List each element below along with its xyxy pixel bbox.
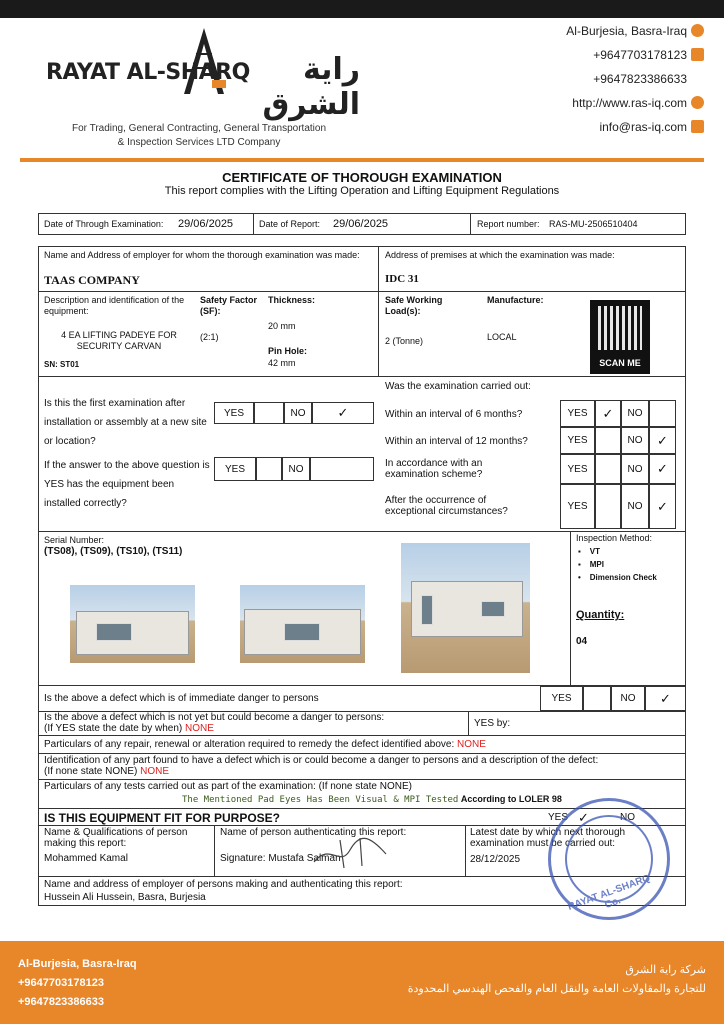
sf-label: Safety Factor (SF): xyxy=(200,295,258,316)
installed-yes: YES xyxy=(214,457,256,481)
footer-contact xyxy=(18,955,137,1012)
phone-1-text: +9647703178123 xyxy=(593,48,687,62)
defect-immediate-q: Is the above a defect which is of immediate danger to persons xyxy=(44,693,319,704)
thickness-label: Thickness: xyxy=(268,295,316,305)
premises-label: Address of premises at which the examination was made: xyxy=(385,250,615,260)
contact-email[interactable] xyxy=(504,118,704,142)
footer-phone-1: +9647703178123 xyxy=(18,977,104,989)
footer-arabic xyxy=(408,961,706,999)
h-divider-7 xyxy=(38,753,686,754)
contact-phone-2 xyxy=(504,70,704,94)
int6-no: NO xyxy=(621,400,649,427)
next-date: 28/12/2025 xyxy=(470,854,521,865)
exceptional-no-check: ✓ xyxy=(649,484,676,529)
q-first-exam: Is this the first examination after installation or assembly at a new site or location? xyxy=(44,398,207,447)
immediate-yes-box xyxy=(583,686,611,711)
method-item: ▪ VT xyxy=(578,547,600,556)
caravan-photo xyxy=(401,543,530,673)
part-note: (If none state NONE) xyxy=(44,766,138,777)
immediate-no: NO xyxy=(611,686,645,711)
header-contact xyxy=(504,22,704,142)
method-mpi: MPI xyxy=(589,560,604,569)
scheme-no-check: ✓ xyxy=(649,454,676,484)
tagline-line-2: & Inspection Services LTD Company xyxy=(117,137,281,148)
premises-value: IDC 31 xyxy=(385,273,419,285)
installed-no-box xyxy=(310,457,374,481)
sf-value: (2:1) xyxy=(200,332,219,342)
photo-1-cabin xyxy=(76,611,189,655)
website-link[interactable]: http://www.ras-iq.com xyxy=(572,96,687,110)
fit-yes: YES xyxy=(548,812,569,823)
contact-website[interactable] xyxy=(504,94,704,118)
photo-2-window xyxy=(284,623,320,641)
h-divider-3 xyxy=(38,531,686,532)
first-exam-yes: YES xyxy=(214,402,254,424)
inspection-methods xyxy=(578,545,657,584)
examiner-label: Name & Qualifications of person making this report: xyxy=(44,827,188,849)
report-number-label: Report number: xyxy=(477,219,540,229)
defect-part-q xyxy=(44,755,684,777)
first-exam-yes-box xyxy=(254,402,284,424)
serial-value: (TS08), (TS09), (TS10), (TS11) xyxy=(44,546,183,557)
int12-no-check: ✓ xyxy=(649,427,676,454)
employer-label: Name and Address of employer for whom the thorough examination was made: xyxy=(44,250,360,260)
signature-scribble xyxy=(310,832,390,872)
location-pin-icon xyxy=(691,24,704,37)
fit-yes-check: ✓ xyxy=(578,810,589,825)
authenticator-name: Mustafa Salman xyxy=(268,853,341,864)
employer-persons-value: Hussein Ali Hussein, Basra, Burjesia xyxy=(44,892,206,903)
manufacture-label: Manufacture: xyxy=(487,295,544,305)
exceptional-yes-box xyxy=(595,484,621,529)
swl-label: Safe Working Load(s): xyxy=(385,295,443,316)
certificate-title: CERTIFICATE OF THOROUGH EXAMINATION xyxy=(222,170,502,185)
int6-yes-check: ✓ xyxy=(595,400,621,427)
examiner-name: Mohammed Kamal xyxy=(44,853,128,864)
tagline-line-1: For Trading, General Contracting, General Transportation xyxy=(71,123,327,134)
swl-value: 2 (Tonne) xyxy=(385,336,424,346)
phone-icon xyxy=(691,48,704,61)
q-interval-12: Within an interval of 12 months? xyxy=(385,436,528,447)
footer xyxy=(0,941,724,1024)
photo-3-window xyxy=(481,601,505,617)
manufacture-value: LOCAL xyxy=(487,332,517,342)
immediate-yes: YES xyxy=(540,686,583,711)
employer-value: TAAS COMPANY xyxy=(44,273,140,287)
part-found-text: Identification of any part found to have a defect which is or could become a danger to persons and a description of the defect: xyxy=(44,755,599,766)
int12-no: NO xyxy=(621,427,649,454)
contact-address xyxy=(504,22,704,46)
q-carried-out: Was the examination carried out: xyxy=(385,381,531,392)
part-none: NONE xyxy=(140,766,170,777)
defect-future-q xyxy=(44,712,464,734)
inspection-label: Inspection Method: xyxy=(576,533,653,543)
pinhole-label: Pin Hole: xyxy=(268,346,308,356)
h-divider-6 xyxy=(38,735,686,736)
fit-question: IS THIS EQUIPMENT FIT FOR PURPOSE? xyxy=(44,811,281,825)
scheme-no: NO xyxy=(621,454,649,484)
first-exam-no-check: ✓ xyxy=(312,402,374,424)
report-number: RAS-MU-2506510404 xyxy=(549,219,638,229)
top-bar xyxy=(0,0,724,18)
next-date-label: Latest date by which next thorough examination must be carried out: xyxy=(470,827,626,849)
defect-future-text: Is the above a defect which is not yet but could become a danger to persons: xyxy=(44,712,385,723)
exam-date: 29/06/2025 xyxy=(178,218,234,230)
defect-future-note-line xyxy=(44,723,464,734)
repairs-text: Particulars of any repair, renewal or alteration required to remedy the defect identified above: xyxy=(44,739,455,750)
method-item: • Dimension Check xyxy=(578,573,657,582)
v-divider-inspection xyxy=(570,531,571,685)
padeye-photo-1 xyxy=(70,585,195,663)
installed-no: NO xyxy=(282,457,310,481)
h-divider-8 xyxy=(38,779,686,780)
v-divider-top xyxy=(378,246,379,376)
defect-future-note: (If YES state the date by when) xyxy=(44,723,183,734)
footer-address: Al-Burjesia, Basra-Iraq xyxy=(18,958,137,970)
defect-repairs-q xyxy=(44,739,486,751)
scheme-yes: YES xyxy=(560,454,595,484)
v-divider-yesby xyxy=(468,711,469,735)
q-installed-correctly: If the answer to the above question is YES has the equipment been installed correctly? xyxy=(44,460,210,509)
tests-ref: According to LOLER 98 xyxy=(460,794,562,804)
exam-date-label: Date of Through Examination: xyxy=(44,219,164,229)
tests-value-line xyxy=(182,794,562,805)
equipment-sn: SN: ST01 xyxy=(44,360,80,369)
method-vt: VT xyxy=(589,547,600,556)
photo-3-door xyxy=(421,595,433,625)
method-item: ▪ MPI xyxy=(578,560,604,569)
quantity-label: Quantity: xyxy=(576,609,625,621)
quantity-value: 04 xyxy=(576,636,588,647)
int6-no-box xyxy=(649,400,676,427)
yes-by-label: YES by: xyxy=(474,718,511,729)
globe-icon xyxy=(691,96,704,109)
serial-label: Serial Number: xyxy=(44,535,105,545)
company-stamp xyxy=(548,798,670,920)
pinhole-value: 42 mm xyxy=(268,358,296,368)
q-exceptional: After the occurrence of exceptional circumstances? xyxy=(385,495,508,517)
company-name-ar: راية الشرق xyxy=(262,52,360,122)
authenticator-label: Name of person authenticating this report: xyxy=(220,827,407,838)
footer-phone-2: +9647823386633 xyxy=(18,996,104,1008)
h-divider-2 xyxy=(38,376,686,377)
int12-yes-box xyxy=(595,427,621,454)
signature-label: Signature: xyxy=(220,853,266,864)
mail-icon xyxy=(691,120,704,133)
stamp-text: RAYAT AL-SHARQ Co. xyxy=(566,872,652,913)
padeye-photo-2 xyxy=(240,585,365,663)
first-exam-no: NO xyxy=(284,402,312,424)
part-note-line xyxy=(44,766,684,777)
v-divider-sig-2 xyxy=(465,825,466,876)
tests-value: The Mentioned Pad Eyes Has Been Visual & MPI Tested xyxy=(182,795,459,805)
equipment-desc-value: 4 EA LIFTING PADEYE FOR SECURITY CARVAN xyxy=(61,330,177,351)
exceptional-no: NO xyxy=(621,484,649,529)
contact-phone-1 xyxy=(504,46,704,70)
header-divider xyxy=(20,158,704,162)
company-tagline xyxy=(44,122,354,150)
tests-q: Particulars of any tests carried out as part of the examination: (If none state NONE) xyxy=(44,781,412,792)
v-divider-sig-1 xyxy=(214,825,215,876)
footer-ar-name: شركة راية الشرق xyxy=(625,964,706,976)
footer-ar-desc: للتجارة والمقاولات العامة والنقل العام والفحص الهندسي المحدودة xyxy=(407,983,706,995)
qr-pattern xyxy=(598,306,642,350)
certificate-subtitle: This report complies with the Lifting Operation and Lifting Equipment Regulations xyxy=(164,185,560,197)
equipment-desc-label: Description and identification of the equipment: xyxy=(44,295,185,316)
q-interval-6: Within an interval of 6 months? xyxy=(385,409,523,420)
h-divider-1 xyxy=(38,291,686,292)
phone-2-text: +9647823386633 xyxy=(593,72,687,86)
exceptional-yes: YES xyxy=(560,484,595,529)
employer-persons-label: Name and address of employer of persons making and authenticating this report: xyxy=(44,879,403,890)
company-name-en: RAYAT AL-SHARQ xyxy=(46,60,250,85)
repairs-none: NONE xyxy=(457,739,486,750)
scheme-yes-box xyxy=(595,454,621,484)
int12-yes: YES xyxy=(560,427,595,454)
thickness-value: 20 mm xyxy=(268,321,296,331)
report-date: 29/06/2025 xyxy=(333,218,389,230)
fit-no: NO xyxy=(620,812,635,823)
photo-1-window xyxy=(96,623,132,641)
int6-yes: YES xyxy=(560,400,595,427)
immediate-no-check: ✓ xyxy=(645,686,686,711)
qr-code[interactable] xyxy=(590,300,650,374)
company-logo xyxy=(40,24,360,148)
email-link[interactable]: info@ras-iq.com xyxy=(599,120,687,134)
qr-label: SCAN ME xyxy=(599,358,641,368)
installed-yes-box xyxy=(256,457,282,481)
method-dimension: Dimension Check xyxy=(589,573,657,582)
q-scheme: In accordance with an examination scheme? xyxy=(385,458,483,480)
address-text: Al-Burjesia, Basra-Iraq xyxy=(566,24,687,38)
defect-future-none: NONE xyxy=(185,723,214,734)
report-date-label: Date of Report: xyxy=(259,219,321,229)
